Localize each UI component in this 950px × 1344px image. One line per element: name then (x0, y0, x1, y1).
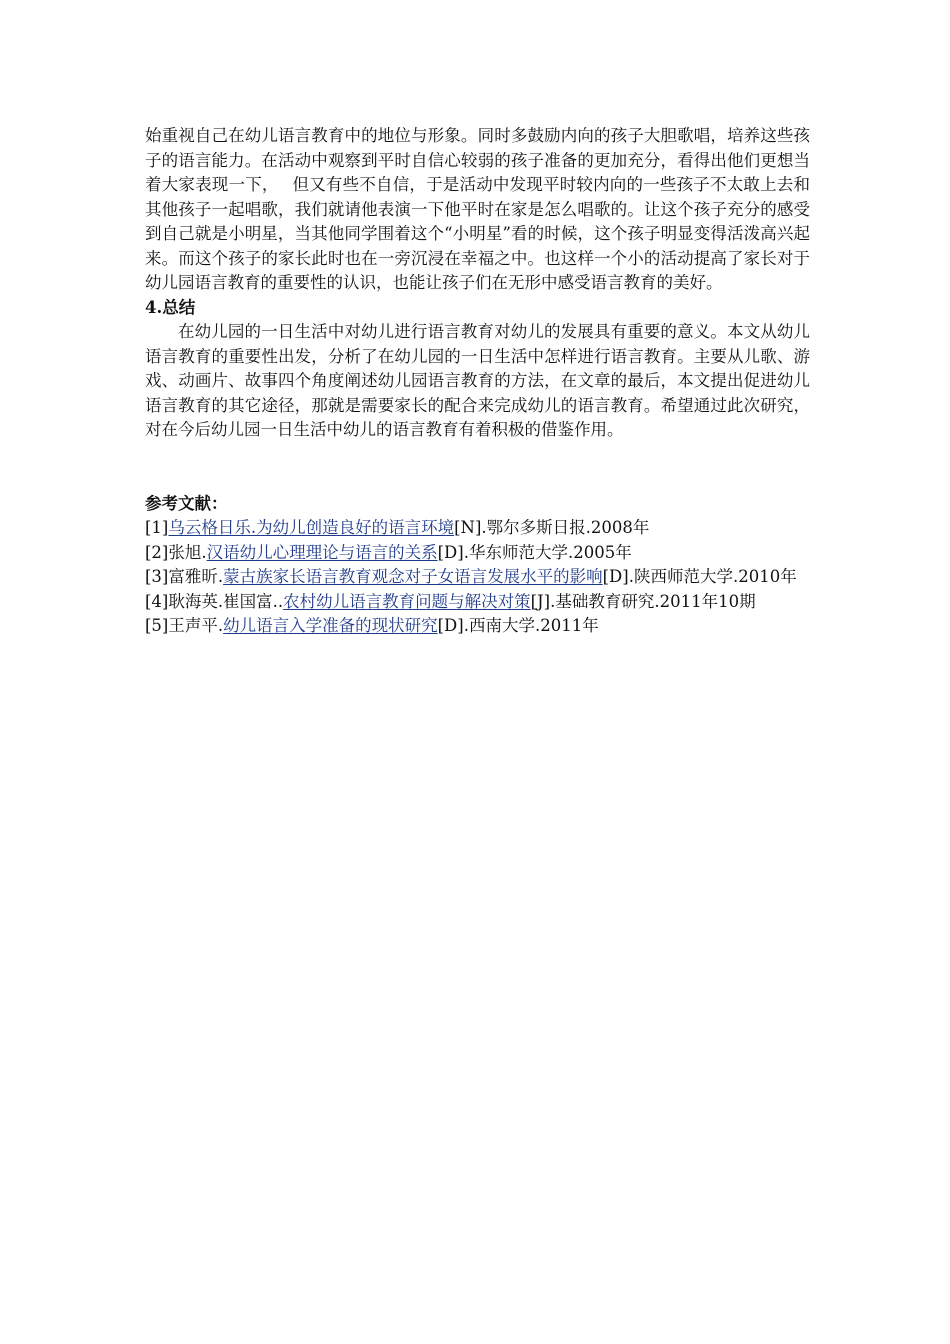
reference-prefix: [1] (145, 518, 169, 537)
reference-suffix: [D].华东师范大学.2005年 (437, 542, 632, 562)
references-list (145, 516, 810, 639)
reference-prefix: [3]富雅昕. (145, 567, 224, 586)
reference-item-4 (145, 590, 810, 615)
document-page (145, 124, 810, 639)
reference-item-2 (145, 541, 810, 566)
body-paragraph-continued: 始重视自己在幼儿语言教育中的地位与形象。同时多鼓励内向的孩子大胆歌唱，培养这些孩子的语言能力。在活动中观察到平时自信心较弱的孩子准备的更加充分，看得出他们更想当着大家表现一下， 但又有些不自信，于是活动中发现平时较内向的一些孩子不太敢上去和其他孩子一起唱歌，我们就请他表演一下他平时在家是怎么唱歌的。让这个孩子充分的感受到自己就是小明星，当其他同学围着这个“小明星”看的时候，这个孩子明显变得活泼高兴起来。而这个孩子的家长此时也在一旁沉浸在幸福之中。也这样一个小的活动提高了家长对于幼儿园语言教育的重要性的认识，也能让孩子们在无形中感受语言教育的美好。 (145, 126, 810, 292)
summary-paragraph: 在幼儿园的一日生活中对幼儿进行语言教育对幼儿的发展具有重要的意义。本文从幼儿语言教育的重要性出发，分析了在幼儿园的一日生活中怎样进行语言教育。主要从儿歌、游戏、动画片、故事四个角度阐述幼儿园语言教育的方法，在文章的最后，本文提出促进幼儿语言教育的其它途径，那就是需要家长的配合来完成幼儿的语言教育。希望通过此次研究，对在今后幼儿园一日生活中幼儿的语言教育有着积极的借鉴作用。 (145, 322, 810, 439)
reference-prefix: [2]张旭. (145, 542, 207, 562)
reference-suffix: [D].陕西师范大学.2010年 (602, 567, 797, 586)
reference-suffix: [N].鄂尔多斯日报.2008年 (454, 518, 650, 537)
reference-prefix: [5]王声平. (145, 616, 224, 635)
section-heading-summary: 4.总结 (145, 297, 196, 317)
reference-item-5 (145, 614, 810, 639)
reference-item-3 (145, 565, 810, 590)
reference-suffix: [J].基础教育研究.2011年10期 (530, 591, 756, 611)
reference-link-1[interactable]: 乌云格日乐.为幼儿创造良好的语言环境 (168, 518, 455, 537)
reference-link-3[interactable]: 蒙古族家长语言教育观念对子女语言发展水平的影响 (223, 567, 603, 586)
references-heading: 参考文献： (145, 493, 228, 513)
reference-item-1 (145, 516, 810, 541)
reference-link-2[interactable]: 汉语幼儿心理理论与语言的关系 (206, 542, 438, 562)
reference-prefix: [4]耿海英.崔国富.. (145, 591, 284, 611)
reference-link-4[interactable]: 农村幼儿语言教育问题与解决对策 (283, 591, 531, 611)
reference-link-5[interactable]: 幼儿语言入学准备的现状研究 (223, 616, 438, 635)
reference-suffix: [D].西南大学.2011年 (437, 616, 599, 635)
